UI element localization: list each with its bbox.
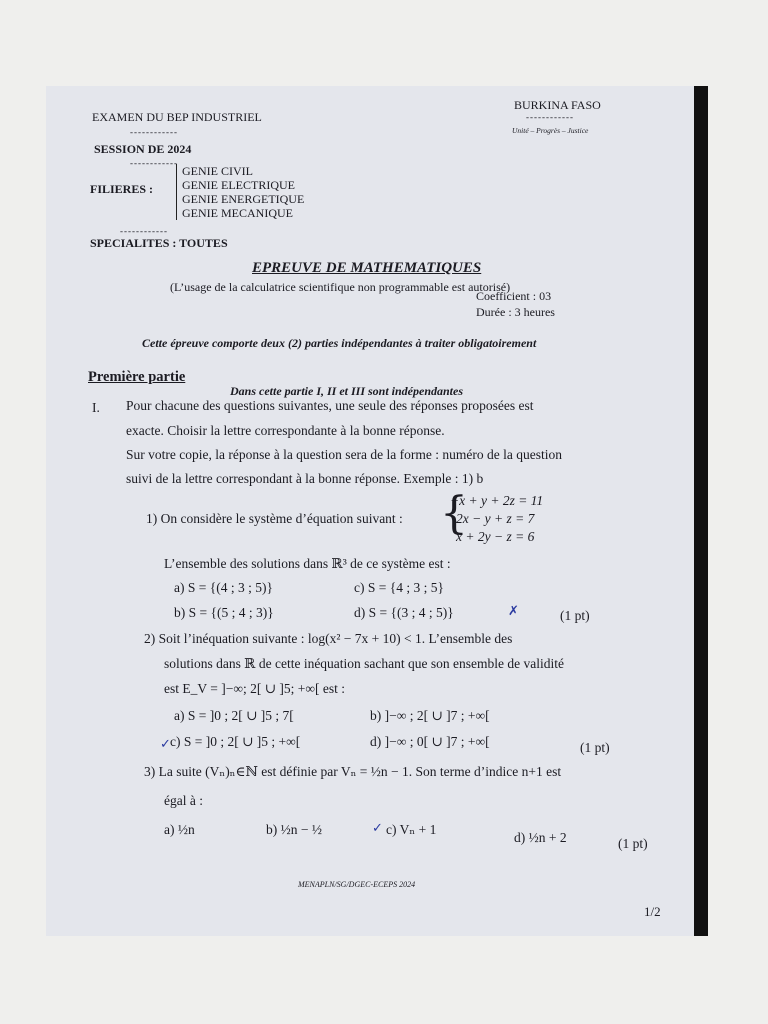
- answer-c: c) S = ]0 ; 2[ ∪ ]5 ; +∞[: [170, 734, 301, 749]
- country: BURKINA FASO: [514, 98, 601, 112]
- answer-c: c) S = {4 ; 3 ; 5}: [354, 580, 444, 595]
- separator: ------------: [130, 127, 178, 137]
- answer-b: b) ½n − ½: [266, 822, 322, 837]
- points: (1 pt): [560, 608, 590, 623]
- epreuve-title: EPREUVE DE MATHEMATIQUES: [252, 260, 482, 276]
- intro-line: Sur votre copie, la réponse à la question sera de la forme : numéro de la question: [126, 447, 562, 462]
- points: (1 pt): [618, 836, 648, 851]
- question-2-line: 2) Soit l’inéquation suivante : log(x² − 7x + 10) < 1. L’ensemble des: [144, 631, 513, 646]
- separator: ------------: [130, 158, 178, 168]
- section-number: I.: [92, 400, 100, 415]
- question-1-stem: 1) On considère le système d’équation suivant :: [146, 511, 403, 526]
- answer-b: b) ]−∞ ; 2[ ∪ ]7 ; +∞[: [370, 708, 490, 723]
- question-1-prompt: L’ensemble des solutions dans ℝ³ de ce système est :: [164, 556, 451, 571]
- pen-check-mark-icon: ✗: [508, 603, 519, 618]
- pen-check-mark-icon: ✓: [372, 820, 383, 835]
- session: SESSION DE 2024: [94, 142, 192, 156]
- exam-sheet: [46, 86, 708, 936]
- answer-d: d) ½n + 2: [514, 830, 567, 845]
- exam-title: EXAMEN DU BEP INDUSTRIEL: [92, 110, 262, 124]
- structure-note: Cette épreuve comporte deux (2) parties indépendantes à traiter obligatoirement: [142, 336, 537, 350]
- system-equation: −x + y + 2z = 11: [450, 493, 544, 508]
- system-equation: 2x − y + z = 7: [456, 511, 535, 526]
- intro-line: Pour chacune des questions suivantes, une seule des réponses proposées est: [126, 398, 534, 413]
- intro-line: suivi de la lettre correspondant à la bonne réponse. Exemple : 1) b: [126, 471, 484, 486]
- specialites: SPECIALITES : TOUTES: [90, 236, 228, 250]
- scan-edge-shadow: [694, 86, 708, 936]
- intro-line: exacte. Choisir la lettre correspondante à la bonne réponse.: [126, 423, 445, 438]
- answer-c: c) Vₙ + 1: [386, 822, 437, 837]
- footer-code: MENAPLN/SG/DGEC-ECEPS 2024: [298, 880, 416, 889]
- calculator-note: (L’usage de la calculatrice scientifique non programmable est autorisé): [170, 280, 511, 294]
- question-2-line: solutions dans ℝ de cette inéquation sachant que son ensemble de validité: [164, 656, 564, 671]
- motto: Unité – Progrès – Justice: [512, 126, 589, 135]
- system-brace: {: [440, 488, 468, 539]
- question-3-line: égal à :: [164, 793, 203, 808]
- filiere-item: GENIE ELECTRIQUE: [182, 178, 295, 192]
- system-equation: x + 2y − z = 6: [456, 529, 535, 544]
- filiere-item: GENIE CIVIL: [182, 164, 253, 178]
- points: (1 pt): [580, 740, 610, 755]
- duree: Durée : 3 heures: [476, 305, 555, 319]
- answer-d: d) S = {(3 ; 4 ; 5)}: [354, 605, 454, 620]
- separator: ------------: [120, 226, 168, 236]
- question-2-line: est E_V = ]−∞; 2[ ∪ ]5; +∞[ est :: [164, 681, 346, 696]
- answer-d: d) ]−∞ ; 0[ ∪ ]7 ; +∞[: [370, 734, 490, 749]
- answer-a: a) S = {(4 ; 3 ; 5)}: [174, 580, 273, 595]
- filieres-brace: [176, 164, 177, 220]
- filiere-item: GENIE ENERGETIQUE: [182, 192, 305, 206]
- filiere-item: GENIE MECANIQUE: [182, 206, 293, 220]
- filieres-label: FILIERES :: [90, 182, 154, 196]
- part-subtitle: Dans cette partie I, II et III sont indépendantes: [230, 384, 464, 398]
- answer-b: b) S = {(5 ; 4 ; 3)}: [174, 605, 274, 620]
- coefficient: Coefficient : 03: [476, 289, 552, 303]
- pen-check-mark-icon: ✓: [160, 736, 171, 751]
- answer-a: a) ½n: [164, 822, 195, 837]
- question-3-line: 3) La suite (Vₙ)ₙ∈ℕ est définie par Vₙ = ½n − 1. Son terme d’indice n+1 est: [144, 764, 562, 779]
- answer-a: a) S = ]0 ; 2[ ∪ ]5 ; 7[: [174, 708, 294, 723]
- separator: ------------: [526, 112, 574, 122]
- part-title: Première partie: [88, 369, 186, 385]
- page-number: 1/2: [644, 904, 661, 919]
